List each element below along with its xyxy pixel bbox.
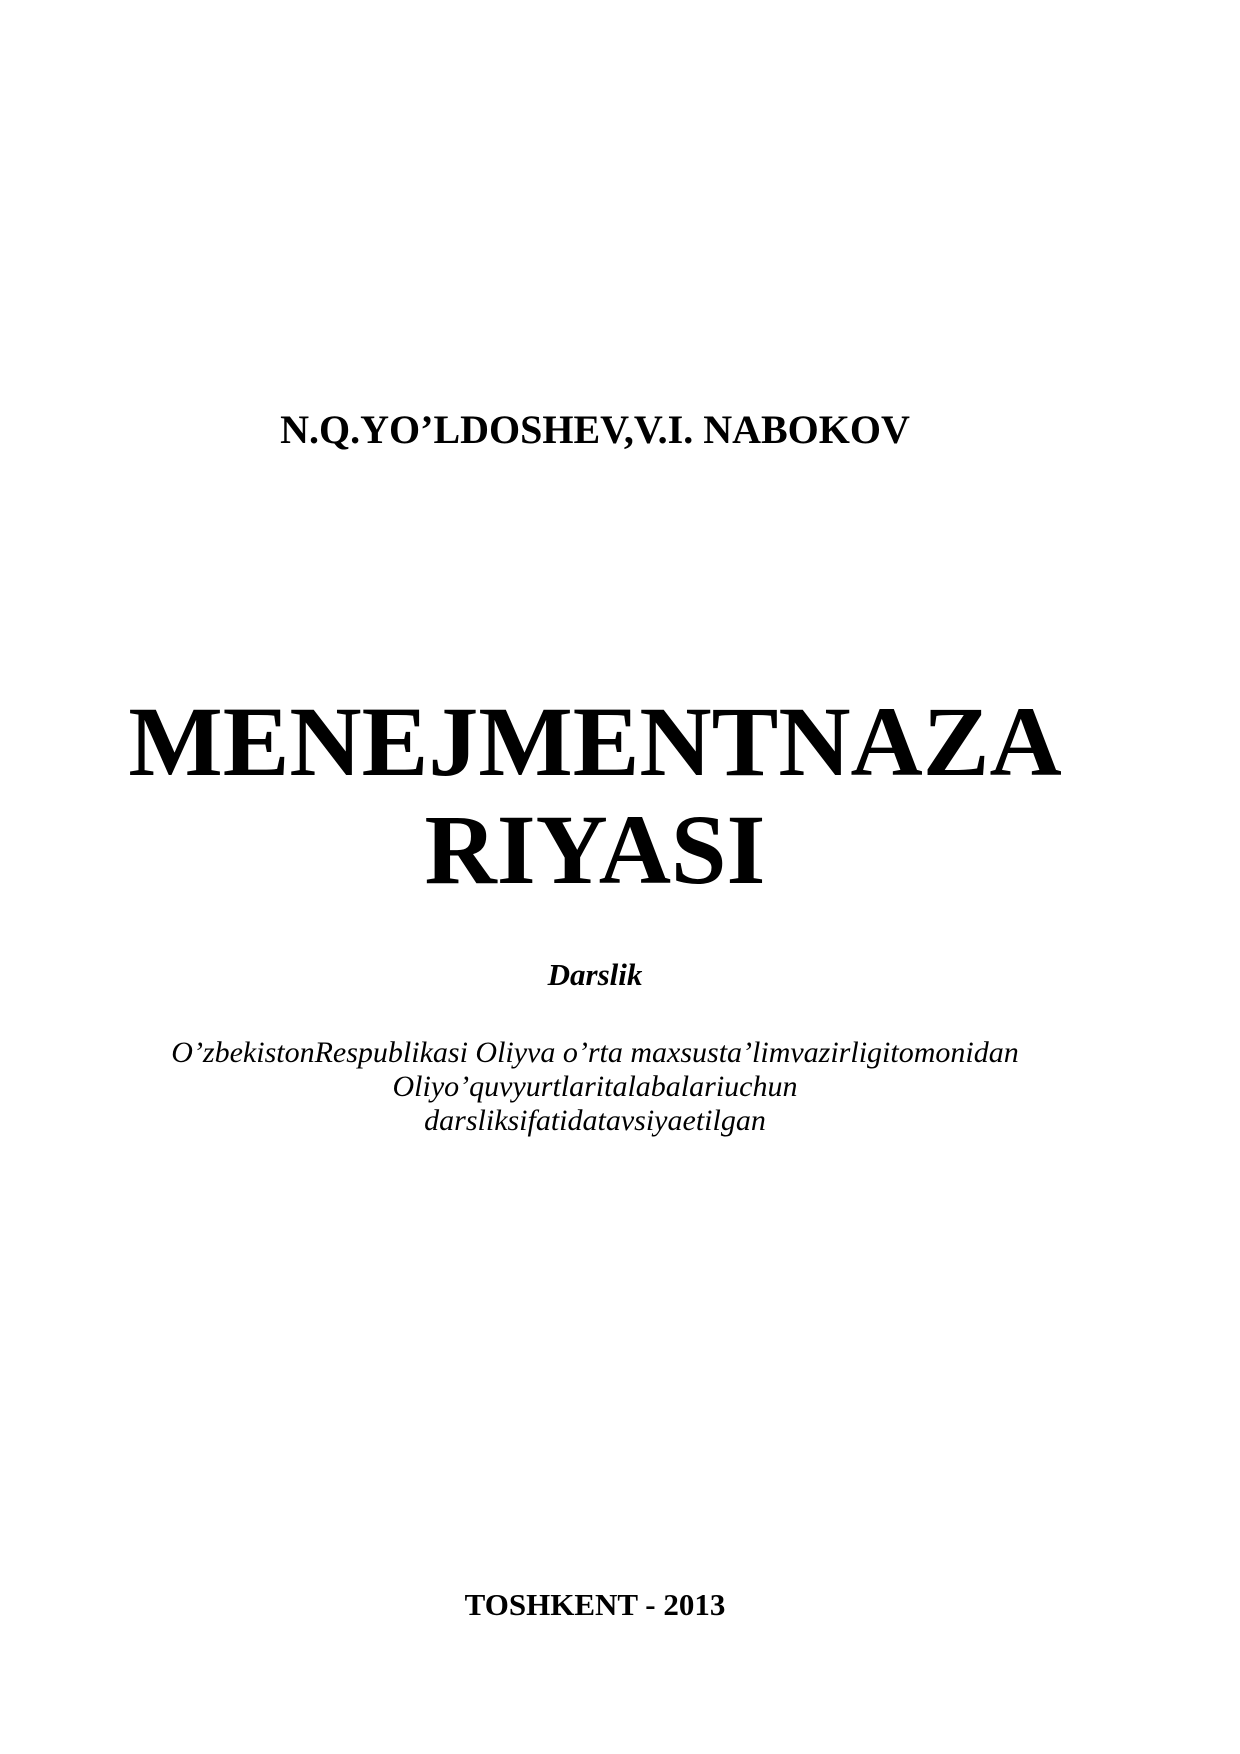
- book-title-line-2: RIYASI: [424, 794, 766, 905]
- subtitle: Darslik: [547, 957, 643, 992]
- approval-line-2: Oliyo’quvyurtlaritalabalariuchun: [392, 1070, 798, 1103]
- book-title: [0, 688, 1190, 904]
- book-title-line-1: MENEJMENTNAZA: [128, 686, 1062, 797]
- approval-line-3: darsliksifatidatavsiyaetilgan: [424, 1104, 766, 1137]
- publication-place-year: TOSHKENT - 2013: [464, 1587, 726, 1622]
- authors: N.Q.YO’LDOSHEV,V.I. NABOKOV: [280, 407, 910, 452]
- approval-note: [0, 1036, 1190, 1138]
- approval-line-1: O’zbekistonRespublikasi Oliyva o’rta maxsusta’limvazirligitomonidan: [171, 1036, 1019, 1069]
